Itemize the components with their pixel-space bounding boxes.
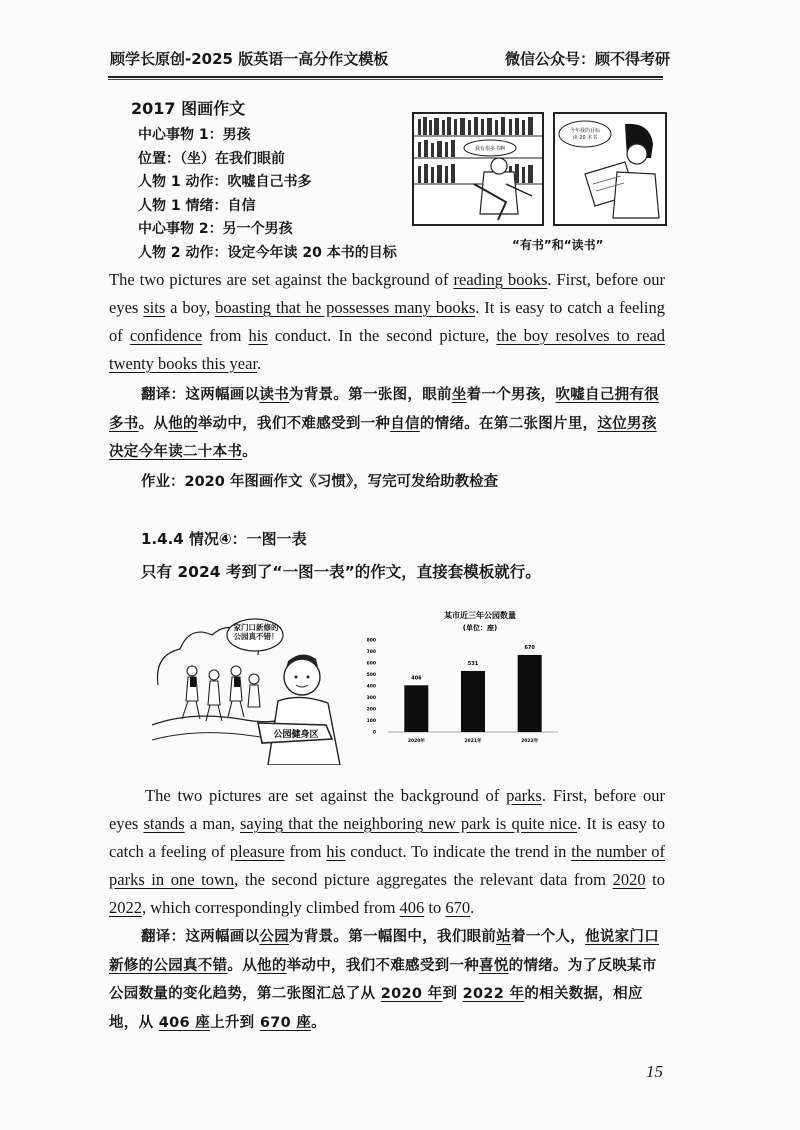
homework-note: 作业：2020 年图画作文《习惯》，写完可发给助教检查	[141, 474, 499, 490]
y-tick-label: 700	[366, 650, 376, 655]
speech-bubble-text: 我有很多书啊	[474, 146, 506, 152]
header-title: 顾学长原创-2025 版英语一高分作文模板	[110, 50, 389, 68]
x-tick-label: 2022年	[521, 739, 539, 744]
speech-bubble-text-1: 今年我的目标	[569, 128, 601, 134]
park-sign: 公园健身区	[273, 730, 319, 740]
y-tick-label: 300	[366, 696, 376, 701]
bar	[518, 655, 542, 732]
speech-bubble-text-2: 读 20 本书	[572, 135, 598, 141]
chart-subtitle: (单位：座)	[462, 624, 498, 632]
park-cartoon-illustration	[150, 615, 360, 765]
bar	[404, 685, 428, 732]
reading-boy-illustration	[555, 114, 665, 224]
section-144-intro: 只有 2024 考到了“一图一表”的作文，直接套模板就行。	[141, 563, 541, 581]
section-2017-title: 2017 图画作文	[131, 99, 246, 118]
bookshelf-boy-illustration	[414, 114, 542, 224]
sample-paragraph-2024: The two pictures are set against the background of parks. First, before our eyes stands a man, saying that the neighboring new park is quite nice. It is easy to catch a feeling of pleasure from his conduct. To indicate the trend in the number of parks in one town, the second picture aggregates the relevant data from 2020 to 2022, which correspondingly climbed from 406 to 670.	[109, 786, 666, 917]
header-rule	[108, 76, 663, 78]
picture-boy-reading	[553, 112, 667, 226]
keypoint-item: 人物 1 动作：吹嘘自己书多	[138, 174, 312, 190]
keypoint-item: 位置：（坐）在我们眼前	[138, 150, 285, 167]
park-count-chart	[360, 600, 570, 760]
x-tick-label: 2021年	[464, 739, 482, 744]
bar-data-label: 670	[524, 644, 535, 651]
keypoint-item: 人物 1 情绪：自信	[138, 197, 256, 214]
translation-2017: 翻译：这两幅画以读书为背景。第一张图，眼前坐着一个男孩，吹嘘自己拥有很多书。从他的举动中，我们不难感受到一种自信的情绪。在第二张图片里，这位男孩决定今年读二十本书。	[109, 387, 660, 460]
picture-boy-with-books	[412, 112, 544, 226]
y-tick-label: 600	[366, 661, 376, 667]
bar	[461, 671, 485, 732]
y-tick-label: 200	[366, 707, 376, 713]
chart-title: 某市近三年公园数量	[444, 611, 516, 620]
header-wechat: 微信公众号：顾不得考研	[505, 50, 671, 68]
section-144-title: 1.4.4 情况④：一图一表	[141, 530, 307, 548]
bar-chart	[360, 600, 570, 760]
keypoint-item: 中心事物 2：另一个男孩	[138, 221, 293, 237]
keypoint-item: 人物 2 动作：设定今年读 20 本书的目标	[138, 244, 397, 261]
bar-data-label: 531	[467, 660, 479, 667]
y-tick-label: 400	[366, 684, 376, 690]
keypoint-item: 中心事物 1：男孩	[138, 127, 251, 143]
park-cartoon	[150, 615, 360, 765]
x-tick-label: 2020年	[407, 739, 425, 744]
page-number: 15	[646, 1062, 663, 1081]
sample-paragraph-2017: The two pictures are set against the background of reading books. First, before our eyes sits a boy, boasting that he possesses many books. It is easy to catch a feeling of confidence from his conduct. In the second picture, the boy resolves to read twenty books this year.	[109, 270, 666, 373]
translation-2024: 翻译：这两幅画以公园为背景。第一幅图中，我们眼前站着一个人，他说家门口新修的公园真不错。从他的举动中，我们不难感受到一种喜悦的情绪。为了反映某市公园数量的变化趋势，第二张图汇总了从 2020 年到 2022 年的相关数据，相应地，从 406 座上升到 670 座。	[109, 929, 660, 1031]
y-tick-label: 0	[372, 730, 376, 736]
y-tick-label: 100	[366, 719, 376, 724]
y-tick-label: 800	[366, 638, 376, 644]
bar-data-label: 406	[411, 675, 422, 682]
picture-caption: “有书”和“读书”	[512, 238, 604, 252]
y-tick-label: 500	[366, 673, 376, 678]
keypoint-list	[138, 124, 397, 265]
header-rule-thin	[108, 79, 663, 80]
cartoon-speech-bubble: 家门口新修的公园真不错！	[233, 623, 279, 641]
